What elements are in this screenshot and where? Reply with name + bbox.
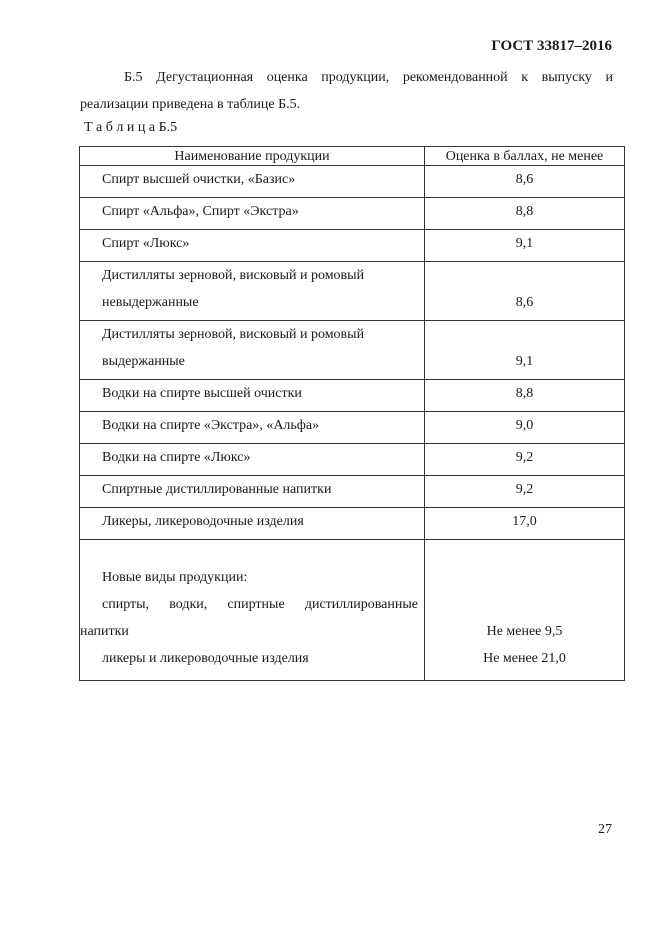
product-name: Водки на спирте «Люкс» <box>80 444 425 476</box>
product-name: Водки на спирте высшей очистки <box>80 380 425 412</box>
product-score: 9,0 <box>425 412 625 444</box>
evaluation-table <box>79 146 625 681</box>
product-name: Водки на спирте «Экстра», «Альфа» <box>80 412 425 444</box>
product-name-line: невыдержанные <box>102 295 199 310</box>
product-name: Ликеры, ликероводочные изделия <box>80 508 425 540</box>
table-row <box>80 444 625 476</box>
table-row <box>80 321 625 380</box>
table-row <box>80 262 625 321</box>
table-header-row <box>80 147 625 166</box>
section-paragraph: Б.5 Дегустационная оценка продукции, рекомендованной к выпуску и реализации приведена в таблице Б.5. <box>80 70 613 112</box>
product-name <box>80 262 425 321</box>
table-row <box>80 230 625 262</box>
product-score: 8,8 <box>425 198 625 230</box>
table-row <box>80 476 625 508</box>
product-score: 9,2 <box>425 444 625 476</box>
column-header-name: Наименование продукции <box>80 147 425 166</box>
new-product-item: спирты, водки, спиртные дистиллированные <box>102 597 418 612</box>
new-products-names <box>80 540 425 681</box>
product-name-line: выдержанные <box>102 354 185 369</box>
product-score: 9,2 <box>425 476 625 508</box>
table-row-new-products <box>80 540 625 681</box>
table-caption: Т а б л и ц а Б.5 <box>84 120 178 135</box>
new-product-score: Не менее 21,0 <box>483 651 566 666</box>
table-row <box>80 508 625 540</box>
new-products-scores <box>425 540 625 681</box>
product-name: Спирт высшей очистки, «Базис» <box>80 166 425 198</box>
new-product-item-continuation: напитки <box>80 624 129 639</box>
product-score: 9,1 <box>425 230 625 262</box>
table-row <box>80 380 625 412</box>
new-products-title: Новые виды продукции: <box>102 570 248 585</box>
product-score: 9,1 <box>425 321 625 380</box>
product-score: 8,6 <box>425 262 625 321</box>
standard-header: ГОСТ 33817–2016 <box>491 38 612 54</box>
column-header-score: Оценка в баллах, не менее <box>425 147 625 166</box>
product-name-line: Дистилляты зерновой, висковый и ромовый <box>102 268 365 283</box>
table-row <box>80 198 625 230</box>
product-name: Спиртные дистиллированные напитки <box>80 476 425 508</box>
table-row <box>80 412 625 444</box>
table-row <box>80 166 625 198</box>
product-name-line: Дистилляты зерновой, висковый и ромовый <box>102 327 365 342</box>
new-product-score: Не менее 9,5 <box>486 624 563 639</box>
new-product-item: ликеры и ликероводочные изделия <box>102 651 309 666</box>
product-name: Спирт «Люкс» <box>80 230 425 262</box>
product-score: 17,0 <box>425 508 625 540</box>
page-number: 27 <box>598 822 612 837</box>
product-name: Спирт «Альфа», Спирт «Экстра» <box>80 198 425 230</box>
product-score: 8,8 <box>425 380 625 412</box>
product-name <box>80 321 425 380</box>
product-score: 8,6 <box>425 166 625 198</box>
